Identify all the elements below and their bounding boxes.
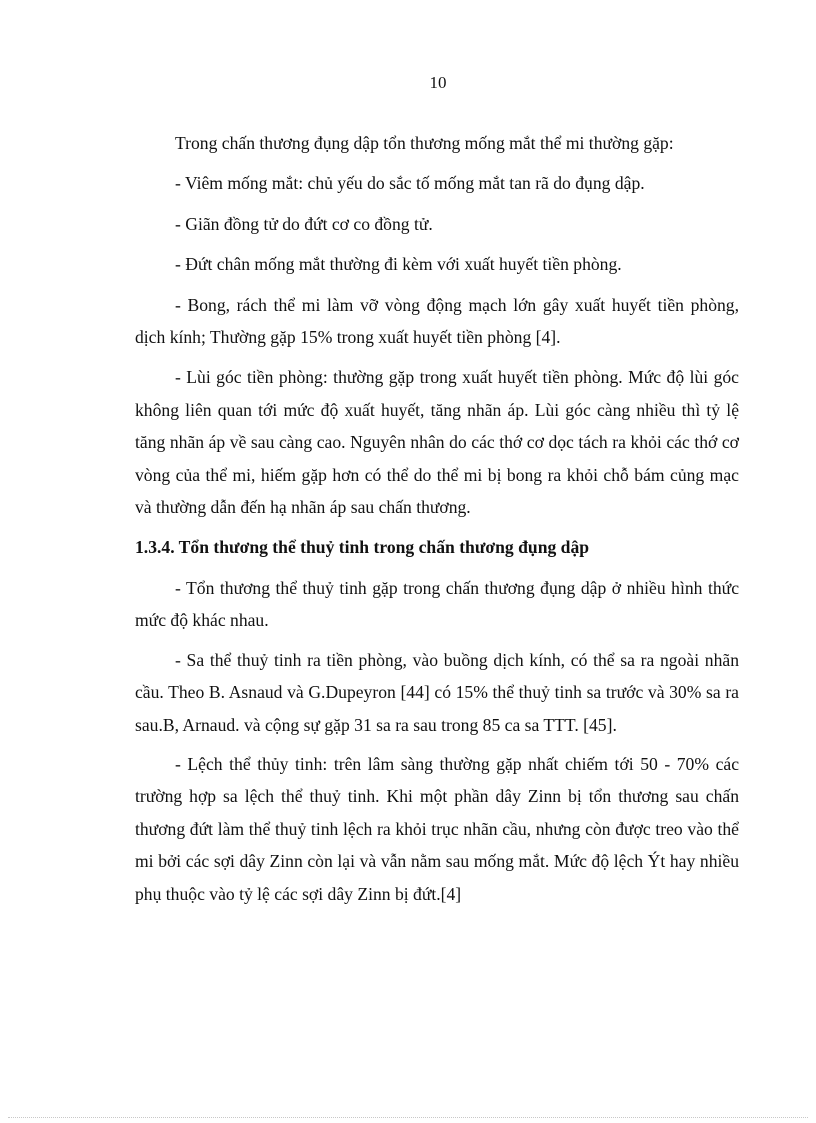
paragraph-iritis: - Viêm mống mắt: chủ yếu do sắc tố mống mắt tan rã do đụng dập. (175, 173, 645, 194)
paragraph-ciliary-tear: - Bong, rách thể mi làm vỡ vòng động mạch lớn gây xuất huyết tiền phòng, dịch kính; Thường gặp 15% trong xuất huyết tiền phòng [4]. (135, 294, 739, 348)
paragraph-mydriasis: - Giãn đồng tử do đứt cơ co đồng tử. (175, 213, 433, 234)
paragraph-lens-prolapse: - Sa thể thuỷ tinh ra tiền phòng, vào buồng dịch kính, có thể sa ra ngoài nhãn cầu. Theo B. Asnaud và G.Dupeyron [44] có 15% thể thuỷ tinh sa trước và 30% sa ra sau.B, Arnaud. và cộng sự gặp 31 sa ra sau trong 85 ca sa TTT. [45]. (135, 649, 739, 735)
paragraph-lens-subluxation: - Lệch thể thủy tinh: trên lâm sàng thường gặp nhất chiếm tới 50 - 70% các trường hợp sa lệch thể thuỷ tinh. Khi một phần dây Zinn bị tổn thương sau chấn thương đứt làm thể thuỷ tinh lệch ra khỏi trục nhãn cầu, nhưng còn được treo vào thể mi bởi các sợi dây Zinn còn lại và vẫn nằm sau mống mắt. Mức độ lệch Ýt hay nhiều phụ thuộc vào tỷ lệ các sợi dây Zinn bị đứt.[4] (135, 753, 739, 904)
paragraph-intro: Trong chấn thương đụng dập tổn thương mống mắt thể mi thường gặp: (175, 133, 674, 153)
page-number: 10 (429, 73, 447, 92)
paragraph-iridodialysis: - Đứt chân mống mắt thường đi kèm với xuất huyết tiền phòng. (175, 254, 622, 275)
page-bottom-divider (8, 1117, 808, 1118)
page-body (135, 127, 739, 910)
section-heading: 1.3.4. Tổn thương thể thuỷ tinh trong chấn thương đụng dập (135, 537, 590, 558)
paragraph-lens-damage: - Tổn thương thể thuỷ tinh gặp trong chấn thương đụng dập ở nhiều hình thức mức độ khác nhau. (135, 577, 739, 631)
paragraph-angle-recession: - Lùi góc tiền phòng: thường gặp trong xuất huyết tiền phòng. Mức độ lùi góc không liên quan tới mức độ xuất huyết, tăng nhãn áp. Lùi góc càng nhiều thì tỷ lệ tăng nhãn áp về sau càng cao. Nguyên nhân do các thớ cơ dọc tách ra khỏi các thớ cơ vòng của thể mi, hiếm gặp hơn có thể do thể mi bị bong ra khỏi chỗ bám củng mạc và thường dẫn đến hạ nhãn áp sau chấn thương. (135, 367, 739, 518)
